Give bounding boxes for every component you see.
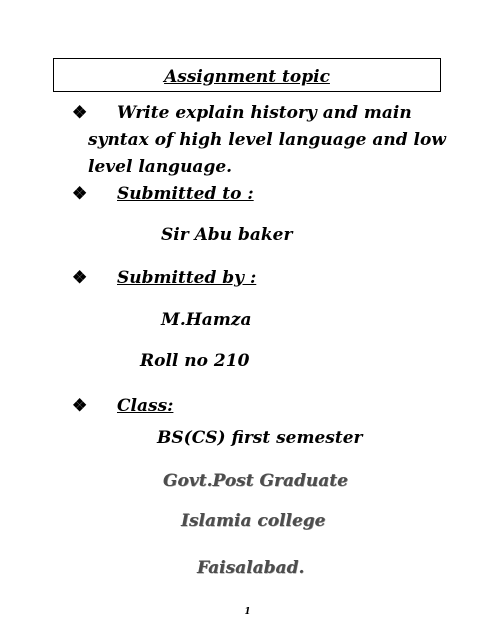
roll-number: Roll no 210 [140, 351, 250, 371]
college-line-3: Faisalabad. [197, 558, 305, 578]
submitted-by-label: Submitted by : [117, 268, 257, 288]
topic-line-2: syntax of high level language and low [88, 130, 446, 150]
class-value: BS(CS) first semester [157, 428, 363, 448]
topic-line-1: Write explain history and main [117, 103, 412, 123]
bullet-diamond-icon: ❖ [72, 184, 88, 204]
college-line-2: Islamia college [181, 511, 326, 531]
class-label: Class: [117, 396, 174, 416]
bullet-diamond-icon: ❖ [72, 396, 88, 416]
submitted-by-name: M.Hamza [161, 310, 252, 330]
title-box [53, 58, 441, 92]
bullet-diamond-icon: ❖ [72, 268, 88, 288]
page-number: 1 [244, 607, 251, 617]
college-line-1: Govt.Post Graduate [163, 471, 348, 491]
submitted-to-value: Sir Abu baker [161, 225, 293, 245]
assignment-title: Assignment topic [164, 67, 330, 87]
bullet-diamond-icon: ❖ [72, 103, 88, 123]
submitted-to-label: Submitted to : [117, 184, 254, 204]
topic-line-3: level language. [88, 157, 233, 177]
